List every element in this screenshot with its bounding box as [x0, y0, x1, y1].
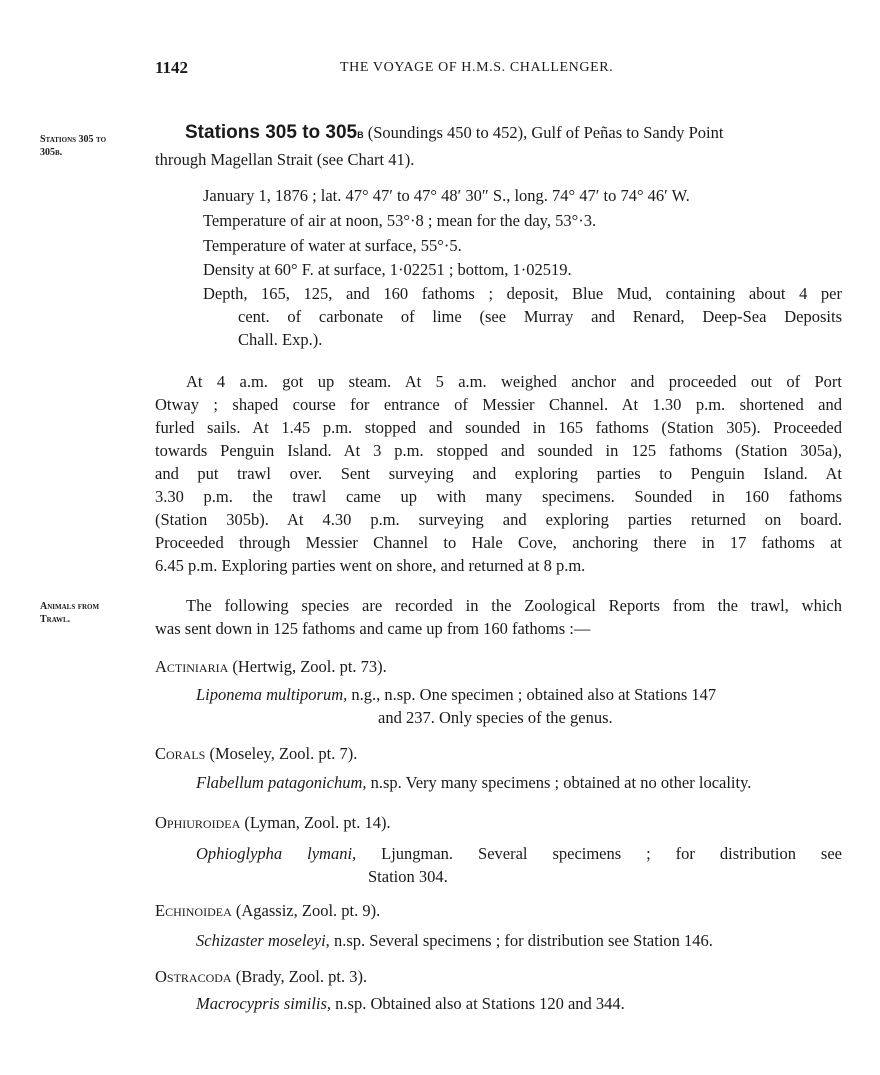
narrative-line: 3.30 p.m. the trawl came up with many specimens. Sounded in 160 fathoms — [155, 487, 842, 506]
group-ref: (Hertwig, Zool. pt. 73). — [228, 657, 387, 676]
species-detail-cont: and 237. Only species of the genus. — [378, 708, 613, 727]
page-number: 1142 — [155, 58, 189, 77]
species-intro-line: The following species are recorded in the Zoological Reports from the trawl, which — [186, 596, 842, 615]
narrative-line: Otway ; shaped course for entrance of Messier Channel. At 1.30 p.m. shortened and — [155, 395, 842, 414]
margin-note-animals — [40, 600, 150, 626]
species-detail: n.g., n.sp. One specimen ; obtained also at Stations 147 — [347, 685, 717, 704]
group-ref: (Brady, Zool. pt. 3). — [231, 967, 368, 986]
species-detail: n.sp. Several specimens ; for distribution see Station 146. — [329, 931, 713, 950]
species-detail-cont: Station 304. — [368, 867, 448, 886]
observation-density: Density at 60° F. at surface, 1·02251 ; bottom, 1·02519. — [203, 260, 572, 279]
group-heading — [155, 812, 391, 834]
observation-date-position: January 1, 1876 ; lat. 47° 47′ to 47° 48′ 30″ S., long. 74° 47′ to 74° 46′ W. — [203, 186, 690, 205]
observation-depth-cont: cent. of carbonate of lime (see Murray and Renard, Deep-Sea Deposits — [238, 307, 842, 326]
species-name: Flabellum patagonichum, — [196, 773, 367, 792]
group-name: Ostracoda — [155, 967, 232, 986]
narrative-line: Proceeded through Messier Channel to Hale Cove, anchoring there in 17 fathoms at — [155, 533, 842, 552]
species-entry — [196, 993, 625, 1015]
species-detail: n.sp. Obtained also at Stations 120 and 344. — [331, 994, 625, 1013]
margin-note-stations — [40, 133, 150, 159]
narrative-line: 6.45 p.m. Exploring parties went on shore, and returned at 8 p.m. — [155, 556, 586, 575]
species-entry — [196, 843, 842, 865]
margin-note-line: 305b. — [40, 147, 63, 158]
running-title: THE VOYAGE OF H.M.S. CHALLENGER. — [340, 60, 614, 75]
group-ref: (Lyman, Zool. pt. 14). — [240, 813, 391, 832]
section-heading-line2: through Magellan Strait (see Chart 41). — [155, 150, 415, 169]
narrative-line: furled sails. At 1.45 p.m. stopped and sounded in 165 fathoms (Station 305). Proceeded — [155, 418, 842, 437]
section-heading-lead: Stations 305 to 305b — [185, 122, 364, 143]
group-name: Echinoidea — [155, 901, 232, 920]
group-ref: (Moseley, Zool. pt. 7). — [205, 744, 358, 763]
species-name: Ophioglypha lymani, — [196, 844, 357, 863]
group-name: Ophiuroidea — [155, 813, 241, 832]
section-heading — [185, 122, 842, 145]
narrative-line: towards Penguin Island. At 3 p.m. stopped and sounded in 125 fathoms (Station 305a), — [155, 441, 842, 460]
group-name: Actiniaria — [155, 657, 229, 676]
species-entry — [196, 684, 716, 706]
group-heading — [155, 900, 380, 922]
observation-depth-cont: Chall. Exp.). — [238, 330, 323, 349]
narrative-line: and put trawl over. Sent surveying and exploring parties to Penguin Island. At — [155, 464, 842, 483]
margin-note-line: Animals from — [40, 601, 100, 612]
species-entry — [196, 930, 713, 952]
species-name: Macrocypris similis, — [196, 994, 332, 1013]
observation-air-temp: Temperature of air at noon, 53°·8 ; mean for the day, 53°·3. — [203, 211, 597, 230]
group-heading — [155, 966, 367, 988]
species-entry — [196, 772, 751, 794]
group-ref: (Agassiz, Zool. pt. 9). — [231, 901, 381, 920]
species-name: Liponema multiporum, — [196, 685, 348, 704]
narrative-line: (Station 305b). At 4.30 p.m. surveying and exploring parties returned on board. — [155, 510, 842, 529]
narrative-line: At 4 a.m. got up steam. At 5 a.m. weighed anchor and proceeded out of Port — [186, 372, 842, 391]
margin-note-line: Stations 305 to — [40, 134, 107, 145]
running-head — [0, 58, 880, 82]
group-name: Corals — [155, 744, 206, 763]
species-intro-line: was sent down in 125 fathoms and came up from 160 fathoms :— — [155, 619, 591, 638]
margin-note-line: Trawl. — [40, 614, 71, 625]
observation-depth: Depth, 165, 125, and 160 fathoms ; deposit, Blue Mud, containing about 4 per — [203, 284, 842, 303]
group-heading — [155, 656, 387, 678]
species-detail: n.sp. Very many specimens ; obtained at no other locality. — [366, 773, 752, 792]
observation-water-temp: Temperature of water at surface, 55°·5. — [203, 236, 462, 255]
group-heading — [155, 743, 357, 765]
section-heading-rest: (Soundings 450 to 452), Gulf of Peñas to Sandy Point — [363, 123, 724, 142]
species-detail: Ljungman. Several specimens ; for distribution see — [356, 844, 842, 863]
species-name: Schizaster moseleyi, — [196, 931, 330, 950]
